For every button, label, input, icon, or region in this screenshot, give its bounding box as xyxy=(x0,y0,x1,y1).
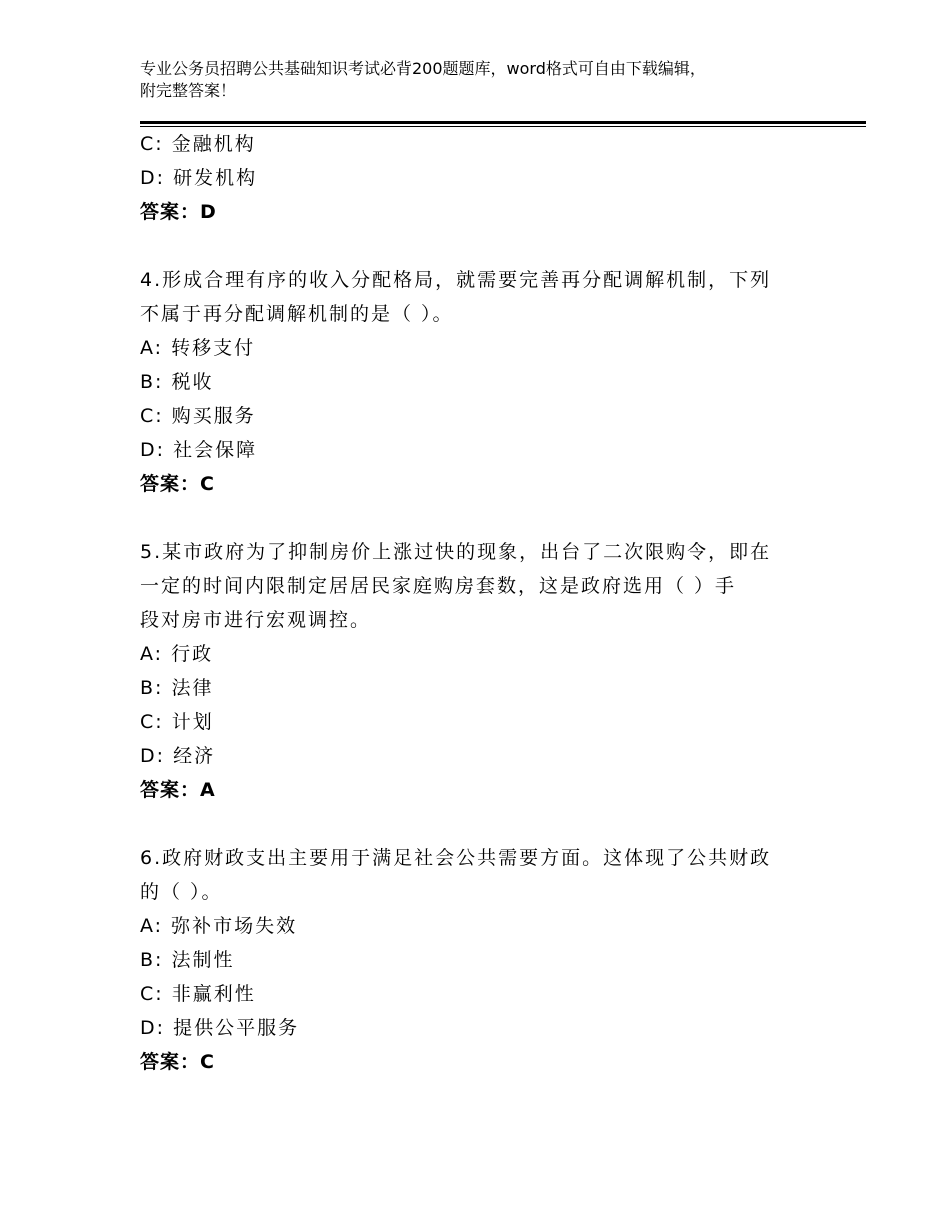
answer-line xyxy=(140,195,840,229)
option-d xyxy=(140,739,840,773)
question-5 xyxy=(140,535,840,807)
spacer xyxy=(140,501,840,535)
question-stem: 5.某市政府为了抑制房价上涨过快的现象，出台了二次限购令，即在 xyxy=(140,541,772,563)
option-b xyxy=(140,943,840,977)
question-6 xyxy=(140,841,840,1079)
answer-line xyxy=(140,467,840,501)
option-c xyxy=(140,705,840,739)
answer-line xyxy=(140,1045,840,1079)
option-text: 转移支付 xyxy=(171,337,256,359)
option-text: 提供公平服务 xyxy=(173,1017,300,1039)
option-text: 弥补市场失效 xyxy=(171,915,298,937)
question-stem: 段对房市进行宏观调控。 xyxy=(140,609,372,631)
option-key: D: xyxy=(140,167,166,189)
option-key: C: xyxy=(140,711,164,733)
question-stem: 不属于再分配调解机制的是（ ）。 xyxy=(140,303,454,325)
option-text: 税收 xyxy=(171,371,214,393)
answer-line xyxy=(140,773,840,807)
option-key: C: xyxy=(140,133,164,155)
option-b xyxy=(140,671,840,705)
option-key: D: xyxy=(140,439,166,461)
question-stem: 6.政府财政支出主要用于满足社会公共需要方面。这体现了公共财政 xyxy=(140,847,772,869)
question-4 xyxy=(140,263,840,501)
option-text: 非赢利性 xyxy=(171,983,256,1005)
option-a xyxy=(140,637,840,671)
option-text: 金融机构 xyxy=(171,133,256,155)
option-key: D: xyxy=(140,745,166,767)
question-3-tail xyxy=(140,127,840,229)
option-text: 社会保障 xyxy=(173,439,258,461)
answer-label: 答案： xyxy=(140,1051,201,1073)
page-header xyxy=(140,58,830,102)
answer-value: C xyxy=(200,473,215,495)
option-c xyxy=(140,977,840,1011)
option-key: A: xyxy=(140,915,164,937)
question-stem: 4.形成合理有序的收入分配格局，就需要完善再分配调解机制，下列 xyxy=(140,269,772,291)
spacer xyxy=(140,229,840,263)
header-line-1: 专业公务员招聘公共基础知识考试必背200题题库，word格式可自由下载编辑， xyxy=(140,59,706,78)
option-c xyxy=(140,127,840,161)
option-b xyxy=(140,365,840,399)
answer-label: 答案： xyxy=(140,779,201,801)
answer-label: 答案： xyxy=(140,473,201,495)
option-key: B: xyxy=(140,371,164,393)
option-key: B: xyxy=(140,949,164,971)
option-text: 法制性 xyxy=(171,949,235,971)
option-text: 购买服务 xyxy=(171,405,256,427)
option-key: B: xyxy=(140,677,164,699)
option-text: 计划 xyxy=(171,711,214,733)
answer-value: C xyxy=(200,1051,215,1073)
option-a xyxy=(140,909,840,943)
option-text: 法律 xyxy=(171,677,214,699)
answer-label: 答案： xyxy=(140,201,201,223)
spacer xyxy=(140,807,840,841)
option-a xyxy=(140,331,840,365)
header-line-2: 附完整答案！ xyxy=(140,81,237,100)
option-d xyxy=(140,161,840,195)
question-stem: 的（ ）。 xyxy=(140,881,223,903)
option-d xyxy=(140,433,840,467)
question-content xyxy=(140,127,840,1079)
option-text: 研发机构 xyxy=(173,167,258,189)
answer-value: D xyxy=(200,201,217,223)
answer-value: A xyxy=(200,779,216,801)
question-stem: 一定的时间内限制定居居民家庭购房套数，这是政府选用（ ）手 xyxy=(140,575,737,597)
option-text: 行政 xyxy=(171,643,214,665)
option-key: A: xyxy=(140,337,164,359)
option-key: C: xyxy=(140,405,164,427)
option-d xyxy=(140,1011,840,1045)
option-c xyxy=(140,399,840,433)
option-key: A: xyxy=(140,643,164,665)
option-key: C: xyxy=(140,983,164,1005)
option-text: 经济 xyxy=(173,745,216,767)
option-key: D: xyxy=(140,1017,166,1039)
